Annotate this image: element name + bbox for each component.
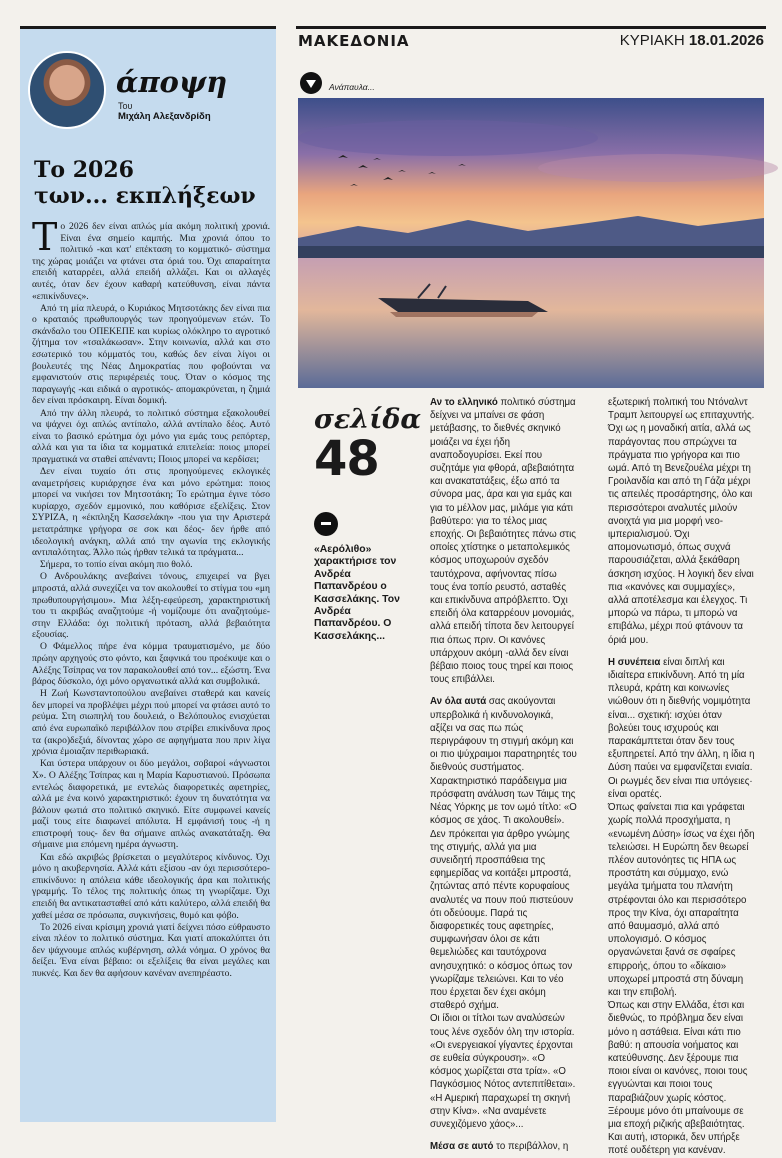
paragraph-text: είναι διπλή και ιδιαίτερα επικίνδυνη. Από τη μία πλευρά, κράτη και κοινωνίες νιώθουν ότι η διεθνής νομιμότητα είναι... σχετική: ισχύει όταν βολεύει τους ισχυρούς και παρακάμπτεται όταν δεν τους εξυπηρετεί. Από την άλλη, η ίδια η Δύση παύει να εμφανίζεται ενιαία. Οι ρωγμές δεν είναι πια υπόγειες· είναι ορατές.: [608, 656, 755, 800]
column-label: άποψη: [116, 65, 228, 99]
opinion-paragraph: Και ύστερα υπάρχουν οι δύο μεγάλοι, σοβαροί «άγνωστοι Χ». Ο Αλέξης Τσίπρας και η Μαρία Καρυστιανού. Πρόσωπα εντελώς διαφορετικά, με εντελώς διαφορετικές αφετηρίες, αλλά με ένα κοινό χαρακτηριστικό: έχουν τη δυνατότητα να βάλουν φωτιά στο πολιτικό σκηνικό. Είτε συμφωνεί κανείς μαζί τους είτε διαφωνεί απόλυτα. Η εμφάνισή τους -ή η επιστροφή τους- δεν θα σήμαινε απλώς ανακατάταξη. Θα σήμαινε μια επόμενη ημέρα άγνωστη.: [32, 758, 270, 851]
play-triangle-icon: [300, 72, 322, 94]
headline-line-1: Το 2026: [34, 157, 134, 183]
drop-cap: Τ: [32, 215, 58, 259]
opinion-paragraph: Από την άλλη πλευρά, το πολιτικό σύστημα εξακολουθεί να ψάχνει όχι απλώς αντίπαλο, αλλά αντίπαλο δέος. Αυτό είναι το βασικό ερώτημα όχι μόνο για εμάς τους ρεπόρτερ, αλλά και για τα ίδια τα κομματικά επιτελεία: ποιος μπορεί πραγματικά να σταθεί απέναντι; Ποιος μπορεί να κερδίσει;: [32, 407, 270, 465]
page-ref-number: 48: [314, 431, 379, 487]
opinion-column: [20, 26, 276, 1122]
opinion-paragraph: Και εδώ ακριβώς βρίσκεται ο μεγαλύτερος κίνδυνος. Όχι μόνο η ακυβερνησία. Αλλά κάτι εξίσου -αν όχι περισσότερο- επικίνδυνο: η απόλεια κάθε ιδεολογικής άρα και πολιτικής γραμμής. Το τέλος της πολιτικής όπως τη γνωρίζαμε. Όχι επειδή θα αντικατασταθεί από κάτι καλύτερο, αλλά επειδή θα χαθεί μέσα σε πρόσωπα, συγκινήσεις, θυμό και φόβο.: [32, 851, 270, 921]
article-paragraph: εξωτερική πολιτική του Ντόναλντ Τραμπ λειτουργεί ως επιταχυντής. Όχι ως η μοναδική αιτία, αλλά ως παράγοντας που σπρώχνει τα πράγματα πιο γρήγορα και πιο ωμά. Από τη Βενεζουέλα μέχρι τη Γροιλανδία και από τη Γάζα μέχρι τις απειλές προσάρτησης, όλο και περισσότεροι αναλυτές μιλούν ανοιχτά για μια μορφή νεο-ιμπεριαλισμού. Όχι απομονωτισμό, όπως συχνά παρουσιάζεται, αλλά ξεκάθαρη άσκηση ισχύος. Η λογική δεν είναι πια «κανόνες και συμμαχίες», αλλά αποτέλεσμα και έλεγχος. Τι μπορώ να πάρω, τι μπορώ να επιβάλω, μέχρι πού φτάνουν τα όριά μου.: [608, 397, 755, 646]
article-paragraph: [608, 656, 756, 801]
opinion-headline: [34, 157, 266, 209]
opinion-paragraph: Ο Φάμελλος πήρε ένα κόμμα τραυματισμένο, με δύο πρώην αρχηγούς στο φόντο, και ξαφνικά του προέκυψε και ο Αλέξης Τσίπρας να τον παρακολουθεί από τον... εξώστη. Ένα βάρος δύσκολο, όχι μόνο οργανωτικά αλλά και συμβολικά.: [32, 641, 270, 688]
article-paragraph: Χαρακτηριστικό παράδειγμα μια πρόσφατη ανάλυση των Τάιμς της Νέας Υόρκης με τον ωμό τίτλο: «Ο κόσμος σε χάος. Τι ακολουθεί». Δεν πρόκειται για άρθρο γνώμης της στιγμής, αλλά για μια συνειδητή προσπάθεια της εφημερίδας να κοιτάξει μπροστά, ζητώντας από πέντε κορυφαίους αναλυτές να πουν πού πιστεύουν ότι οδεύουμε. Παρά τις διαφορετικές τους αφετηρίες, συμφωνήσαν όλοι σε κάτι θεμελιώδες και ταυτόχρονα ανησυχητικό: ο κόσμος όπως τον γνωρίζαμε τελειώνει. Και το νέο που έρχεται δεν έχει ακόμη σταθερό σχήμα.: [430, 775, 577, 1012]
paragraph-text: πολιτικό σύστημα δείχνει να μπαίνει σε φάση μετάβασης, το διεθνές σκηνικό μοιάζει να έχει ήδη αναποδογυρίσει. Εκεί που συζητάμε για φθορά, αβεβαιότητα και ανακατατάξεις, έξω από τα σύνορα μας, άρα και για εμάς και για το μέλλον μας, μιλάμε για κάτι βαθύτερο: για το τέλος μιας εποχής. Οι βεβαιότητες πάνω στις οποίες χτίστηκε ο μεταπολεμικός κόσμος υποχωρούν σχεδόν ταυτόχρονα, αφήνοντας πίσω τους ένα τοπίο ρευστό, ασταθές και επικίνδυνα απρόβλεπτο. Όχι επειδή όλα καταρρέουν μονομιάς, αλλά επειδή τίποτα δεν λειτουργεί πια όπως πριν. Οι κανόνες υπάρχουν ακόμη -αλλά δεν είναι βέβαιο ποιος τους τηρεί και ποιος τους επιβάλλει.: [430, 397, 576, 686]
photo-caption: Ανάπαυλα...: [329, 82, 375, 92]
article-paragraph: [430, 695, 578, 774]
section-title: ΜΑΚΕΔΟΝΙΑ: [298, 32, 410, 50]
paragraph-lead: Η συνέπεια: [608, 656, 661, 668]
issue-date: [620, 32, 764, 49]
sidenote-quote: «Αερόλιθο» χαρακτήρισε τον Ανδρέα Παπανδρέου ο Κασσελάκης. Τον Ανδρέα Παπανδρέου. Ο Κασσελάκης...: [314, 544, 400, 642]
article-paragraph: Όπως φαίνεται πια και γράφεται χωρίς πολλά προσχήματα, η «ενωμένη Δύση» ίσως να έχει ήδη τελειώσει. Η Ευρώπη δεν θεωρεί πλέον αυτονόητες τις ΗΠΑ ως προστάτη και σύμμαχο, ενώ μεγάλα τμήματα του πλανήτη στρέφονται όλο και περισσότερο προς την Κίνα, όχι απαραίτητα από θαυμασμό, αλλά από υπολογισμό. Ο κόσμος οργανώνεται ξανά σε σφαίρες επιρροής, όπου το «δίκαιο» υποχωρεί μπροστά στη δύναμη και την επιβολή.: [608, 802, 755, 998]
opinion-paragraph: [32, 215, 270, 302]
paragraph-lead: Μέσα σε αυτό: [430, 1141, 494, 1153]
article-paragraph: Όπως και στην Ελλάδα, έτσι και διεθνώς, το πρόβλημα δεν είναι μόνο η αστάθεια. Είναι κάτι πιο βαθύ: η απουσία νοήματος και κατεύθυνσης. Δεν ξέρουμε πια ποιοι είναι οι κανόνες, ποιοι τους εγγυώνται και ποιοι τους παραβιάζουν χωρίς κόστος. Ξέρουμε μόνο ότι μπαίνουμε σε μια εποχή ριζικής αβεβαιότητας. Και αυτή, ιστορικά, δεν υπήρξε ποτέ ουδέτερη για κανέναν.: [608, 1000, 748, 1157]
article-paragraph: [430, 1140, 578, 1153]
lake-sunset-photo: [298, 98, 764, 388]
article-paragraph: [430, 396, 578, 686]
author-prefix: Του: [118, 101, 133, 111]
paragraph-text: το περιβάλλον, η: [496, 1141, 569, 1153]
minus-circle-icon: [314, 512, 338, 536]
author-avatar: [28, 51, 106, 129]
issue-day: ΚΥΡΙΑΚΗ: [619, 32, 685, 49]
article-column-3: [608, 396, 756, 1157]
article-column-2: [430, 396, 578, 1153]
paragraph-lead: Αν το ελληνικό: [430, 397, 498, 408]
opinion-paragraph: Το 2026 είναι κρίσιμη χρονιά γιατί δείχνει πόσο εύθραυστο είναι πλέον το πολιτικό σύστημα. Και γιατί αποκαλύπτει ότι δεν ψάχνουμε απλώς κυβέρνηση, αλλά νόημα. Ο χρόνος θα δείξει. Ένα είναι βέβαιο: οι εξελίξεις θα είναι μεγάλες και πυκνές. Και δεν θα αφήσουν κανέναν ανεπηρέαστο.: [32, 921, 270, 979]
main-article-area: [296, 26, 766, 1157]
opinion-paragraph: Ο Ανδρουλάκης ανεβαίνει τόνους, επιχειρεί να βγει μπροστά, αλλά συνεχίζει να τον ακολουθεί το στίγμα του «μη πρωθυπουργήσιμου». Μια λέξη-εφεύρεση, χαρακτηριστική του τι ακριβώς αναζητούμε -ή νομίζουμε ότι αναζητούμε- στην Ελλάδα: όχι πολιτική πρόταση, αλλά βεβαιότητα εξουσίας.: [32, 571, 270, 641]
opinion-paragraph: Δεν είναι τυχαίο ότι στις προηγούμενες εκλογικές αναμετρήσεις κυριάρχησε ένα και μόνο ερώτημα: ποιος μπορεί να νικήσει τον Μητσοτάκη; Το ερώτημα έγινε τόσο κυρίαρχο, σχεδόν εμμονικό, που καθόρισε εξελίξεις. Στον ΣΥΡΙΖΑ, η «έκπληξη Κασσελάκη» -που για την Αριστερά μετατράπηκε γρήγορα σε σοκ και δέος- δεν ήρθε από ιδεολογική ανάγκη, αλλά από την αγωνία της εκλογικής αντιπαλότητας. Άλλο πώς ήρθαν τελικά τα πράγματα...: [32, 465, 270, 559]
paragraph-text: σας ακούγονται υπερβολικά ή κινδυνολογικά, αξίζει να σας πω πώς περιγράφουν τη στιγμή ακόμη και οι πιο ψύχραιμοι παρατηρητές του διεθνούς συστήματος.: [430, 696, 577, 774]
issue-date-value: 18.01.2026: [688, 32, 764, 49]
opinion-paragraph: Η Ζωή Κωνσταντοπούλου ανεβαίνει σταθερά και κανείς δεν μπορεί να προβλέψει μέχρι πού μπορεί να φτάσει αυτό το ρεύμα. Στη σιωπηλή του δουλειά, ο Βελόπουλος ενισχύεται από ένα ευρωπαϊκό περιβάλλον που στρίβει επικίνδυνα προς τα (ακρο)δεξιά, δίνοντας χώρο σε αφηγήματα που πριν λίγα χρόνια έμοιαζαν περιθωριακά.: [32, 688, 270, 758]
lake-boat-illustration: [298, 98, 764, 388]
first-paragraph-text: ο 2026 δεν είναι απλώς μία ακόμη πολιτική χρονιά. Είναι ένα σημείο καμπής. Μια χρονιά όπου το πολιτικό -και κατ' επέκταση το κομματικό- σύστημα της χώρας μοιάζει να φτάνει στα όριά του. Όχι απαραίτητα επειδή καταρρέει, αλλά επειδή αλλάζει. Και οι αλλαγές αυτές, όταν δεν έχουν καθαρή κατεύθυνση, είναι πάντα «επικίνδυνες».: [32, 221, 270, 302]
paragraph-lead: Αν όλα αυτά: [430, 696, 487, 708]
opinion-paragraph: Σήμερα, το τοπίο είναι ακόμη πιο θολό.: [40, 559, 193, 571]
article-paragraph: Οι ίδιοι οι τίτλοι των αναλύσεών τους λένε σχεδόν όλη την ιστορία. «Οι ενεργειακοί γίγαντες έρχονται σε ευθεία σύγκρουση». «Ο κόσμος χωρίζεται στα τρία». «Ο Παγκόσμιος Νότος αντεπιτίθεται». «Η Αμερική παραχωρεί τη σκηνή στην Κίνα». «Να αναμένετε συνεχιζόμενο χάος»...: [430, 1013, 576, 1130]
top-rule: [296, 26, 766, 29]
headline-line-2: των... εκπλήξεων: [34, 183, 256, 209]
author-name: Μιχάλη Αλεξανδρίδη: [118, 111, 211, 122]
page-ref-label: σελίδα: [314, 404, 422, 435]
opinion-body: [32, 215, 270, 1121]
opinion-paragraph: Από τη μία πλευρά, ο Κυριάκος Μητσοτάκης δεν είναι πια ο κραταιός πρωθυπουργός των προηγούμενων ετών. Το σκάνδαλο του ΟΠΕΚΕΠΕ και κυρίως ολόκληρο το αγροτικό ζήτημα τον «τσαλάκωσαν». Στην κοινωνία, αλλά και στο εσωτερικό του κόμματός του, καθώς δεν είναι λίγοι οι βουλευτές της Νέας Δημοκρατίας που φοβούνται να εμφανιστούν στις περιφέρειές τους. Όταν ο κόσμος της παραγωγής -και ειδικά ο αγροτικός- απομακρύνεται, η ζημιά δεν είναι πρόσκαιρη. Είναι δομική.: [32, 302, 270, 407]
